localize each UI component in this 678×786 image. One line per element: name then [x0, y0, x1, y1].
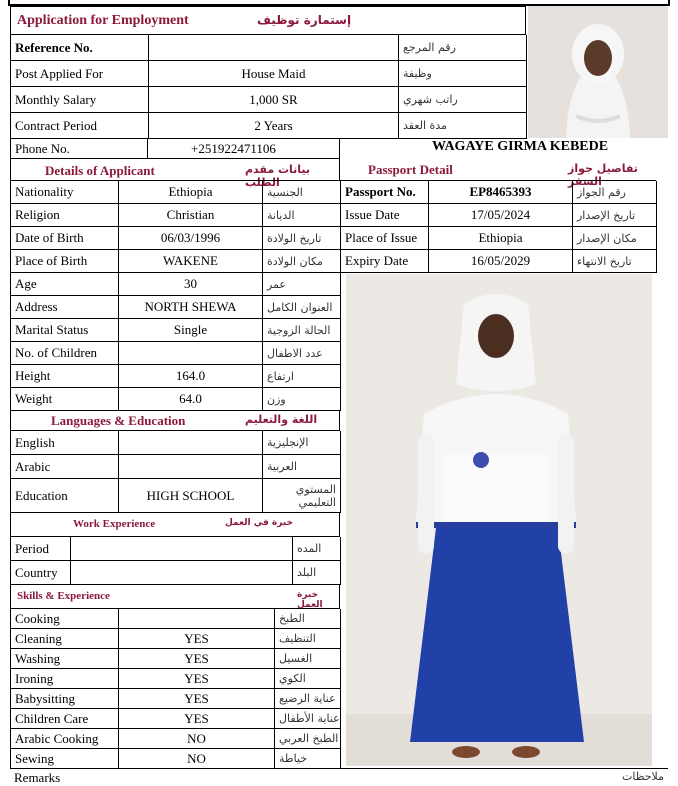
skills-ar-cell: عناية الأطفال: [275, 709, 341, 729]
skills-value-cell: YES: [119, 649, 275, 669]
skills-table: [10, 608, 340, 768]
details-label-cell: Age: [11, 273, 119, 296]
skills-label-cell: Ironing: [11, 669, 119, 689]
top_rows-ar-cell: رقم المرجع: [399, 35, 527, 61]
top_rows-ar-cell: وظيفة: [399, 61, 527, 87]
work-ar-cell: البلد: [293, 561, 341, 585]
phone-value: +251922471106: [191, 141, 276, 156]
work-label-cell: Country: [11, 561, 71, 585]
work-header: [10, 512, 340, 536]
work-value-cell: [71, 537, 293, 561]
details-ar-cell: الديانة: [263, 204, 341, 227]
top_rows-ar-cell: راتب شهري: [399, 87, 527, 113]
details-label-cell: Nationality: [11, 181, 119, 204]
skills-label-cell: Children Care: [11, 709, 119, 729]
languages-ar-cell: العربية: [263, 455, 341, 479]
top_rows-value-cell: House Maid: [149, 61, 399, 87]
languages-ar-cell: الإنجليزية: [263, 431, 341, 455]
details-value-cell: 06/03/1996: [119, 227, 263, 250]
top_rows-label-cell: Reference No.: [11, 35, 149, 61]
phone-divider: [147, 139, 148, 159]
top_rows-label-cell: Post Applied For: [11, 61, 149, 87]
skills-label-cell: Cooking: [11, 609, 119, 629]
work-ar-cell: المده: [293, 537, 341, 561]
details-ar-cell: الحالة الزوجية: [263, 319, 341, 342]
details-label-cell: Address: [11, 296, 119, 319]
top_rows-value-cell: 1,000 SR: [149, 87, 399, 113]
details-ar-cell: عمر: [263, 273, 341, 296]
skills-header-en: Skills & Experience: [17, 590, 110, 602]
passport-value-cell: Ethiopia: [429, 227, 573, 250]
passport-value-cell: 16/05/2029: [429, 250, 573, 273]
details-value-cell: Christian: [119, 204, 263, 227]
details-value-cell: 30: [119, 273, 263, 296]
skills-value-cell: YES: [119, 689, 275, 709]
passport-ar-cell: تاريخ الانتهاء: [573, 250, 657, 273]
details-header: [10, 158, 340, 189]
skills-header: [10, 584, 340, 608]
details-value-cell: 164.0: [119, 365, 263, 388]
skills-value-cell: [119, 609, 275, 629]
details-header-ar: بيانات مقدم الطلب: [245, 163, 311, 189]
languages-label-cell: English: [11, 431, 119, 455]
applicant-full-body-photo: [346, 274, 652, 766]
skills-value-cell: YES: [119, 709, 275, 729]
work-label-cell: Period: [11, 537, 71, 561]
details-label-cell: Marital Status: [11, 319, 119, 342]
skills-label-cell: Sewing: [11, 749, 119, 769]
remarks-label: Remarks: [14, 770, 61, 785]
passport-header-en: Passport Detail: [368, 162, 453, 177]
skills-ar-cell: الكوي: [275, 669, 341, 689]
details-value-cell: [119, 342, 263, 365]
lang-header-en: Languages & Education: [51, 413, 186, 428]
details-label-cell: Date of Birth: [11, 227, 119, 250]
passport-ar-cell: رقم الجواز: [573, 181, 657, 204]
passport-label-cell: Passport No.: [341, 181, 429, 204]
lang-header-ar: اللغة والتعليم: [245, 413, 318, 426]
details-ar-cell: وزن: [263, 388, 341, 411]
skills-value-cell: YES: [119, 629, 275, 649]
passport-label-cell: Issue Date: [341, 204, 429, 227]
languages-value-cell: HIGH SCHOOL: [119, 479, 263, 513]
passport-value-cell: 17/05/2024: [429, 204, 573, 227]
form-title-en: Application for Employment: [17, 13, 189, 28]
details-ar-cell: العنوان الكامل: [263, 296, 341, 319]
skills-ar-cell: خياطة: [275, 749, 341, 769]
details-value-cell: Ethiopia: [119, 181, 263, 204]
skills-label-cell: Babysitting: [11, 689, 119, 709]
phone-row: [10, 138, 340, 158]
top_rows-ar-cell: مدة العقد: [399, 113, 527, 139]
skills-ar-cell: الطبخ: [275, 609, 341, 629]
remarks-label-ar: ملاحظات: [622, 770, 664, 783]
details-ar-cell: مكان الولادة: [263, 250, 341, 273]
details-ar-cell: ارتفاع: [263, 365, 341, 388]
top_rows-label-cell: Contract Period: [11, 113, 149, 139]
skills-ar-cell: التنظيف: [275, 629, 341, 649]
passport-label-cell: Place of Issue: [341, 227, 429, 250]
form-title-ar: إستمارة توظيف: [257, 13, 352, 27]
top-info-table: [10, 34, 526, 138]
work-header-ar: خبرة في العمل: [225, 518, 293, 528]
top_rows-value-cell: [149, 35, 399, 61]
passport-header: [340, 158, 656, 188]
details-label-cell: Religion: [11, 204, 119, 227]
passport-label-cell: Expiry Date: [341, 250, 429, 273]
skills-value-cell: NO: [119, 749, 275, 769]
passport-value-cell: EP8465393: [429, 181, 573, 204]
languages-value-cell: [119, 431, 263, 455]
top_rows-label-cell: Monthly Salary: [11, 87, 149, 113]
skills-label-cell: Cleaning: [11, 629, 119, 649]
languages-label-cell: Arabic: [11, 455, 119, 479]
details-table: [10, 180, 340, 410]
details-ar-cell: تاريخ الولادة: [263, 227, 341, 250]
details-label-cell: No. of Children: [11, 342, 119, 365]
work-value-cell: [71, 561, 293, 585]
skills-ar-cell: عناية الرضيع: [275, 689, 341, 709]
work-header-en: Work Experience: [73, 518, 156, 530]
passport-ar-cell: مكان الإصدار: [573, 227, 657, 250]
details-ar-cell: عدد الاطفال: [263, 342, 341, 365]
form-header: [10, 6, 526, 34]
skills-value-cell: NO: [119, 729, 275, 749]
passport-header-ar: تفاصيل جواز السفر: [568, 162, 638, 188]
details-label-cell: Weight: [11, 388, 119, 411]
top_rows-value-cell: 2 Years: [149, 113, 399, 139]
details-ar-cell: الجنسية: [263, 181, 341, 204]
languages-value-cell: [119, 455, 263, 479]
details-label-cell: Height: [11, 365, 119, 388]
skills-value-cell: YES: [119, 669, 275, 689]
skills-label-cell: Washing: [11, 649, 119, 669]
details-value-cell: Single: [119, 319, 263, 342]
details-value-cell: 64.0: [119, 388, 263, 411]
details-label-cell: Place of Birth: [11, 250, 119, 273]
languages-label-cell: Education: [11, 479, 119, 513]
applicant-name: WAGAYE GIRMA KEBEDE: [432, 139, 609, 154]
applicant-portrait-photo: [528, 6, 668, 138]
lang-header: [10, 410, 340, 430]
phone-label: Phone No.: [15, 141, 70, 156]
passport-table: [340, 180, 656, 272]
remarks-row: [10, 768, 668, 785]
details-value-cell: NORTH SHEWA: [119, 296, 263, 319]
skills-ar-cell: الطبخ العربي: [275, 729, 341, 749]
details-value-cell: WAKENE: [119, 250, 263, 273]
skills-header-ar: خبرة العمل: [297, 590, 323, 610]
skills-ar-cell: الغسيل: [275, 649, 341, 669]
skills-label-cell: Arabic Cooking: [11, 729, 119, 749]
languages-ar-cell: المستوي التعليمي: [263, 479, 341, 513]
work-table: [10, 536, 340, 584]
passport-ar-cell: تاريخ الإصدار: [573, 204, 657, 227]
details-header-en: Details of Applicant: [45, 163, 155, 178]
lang-table: [10, 430, 340, 512]
